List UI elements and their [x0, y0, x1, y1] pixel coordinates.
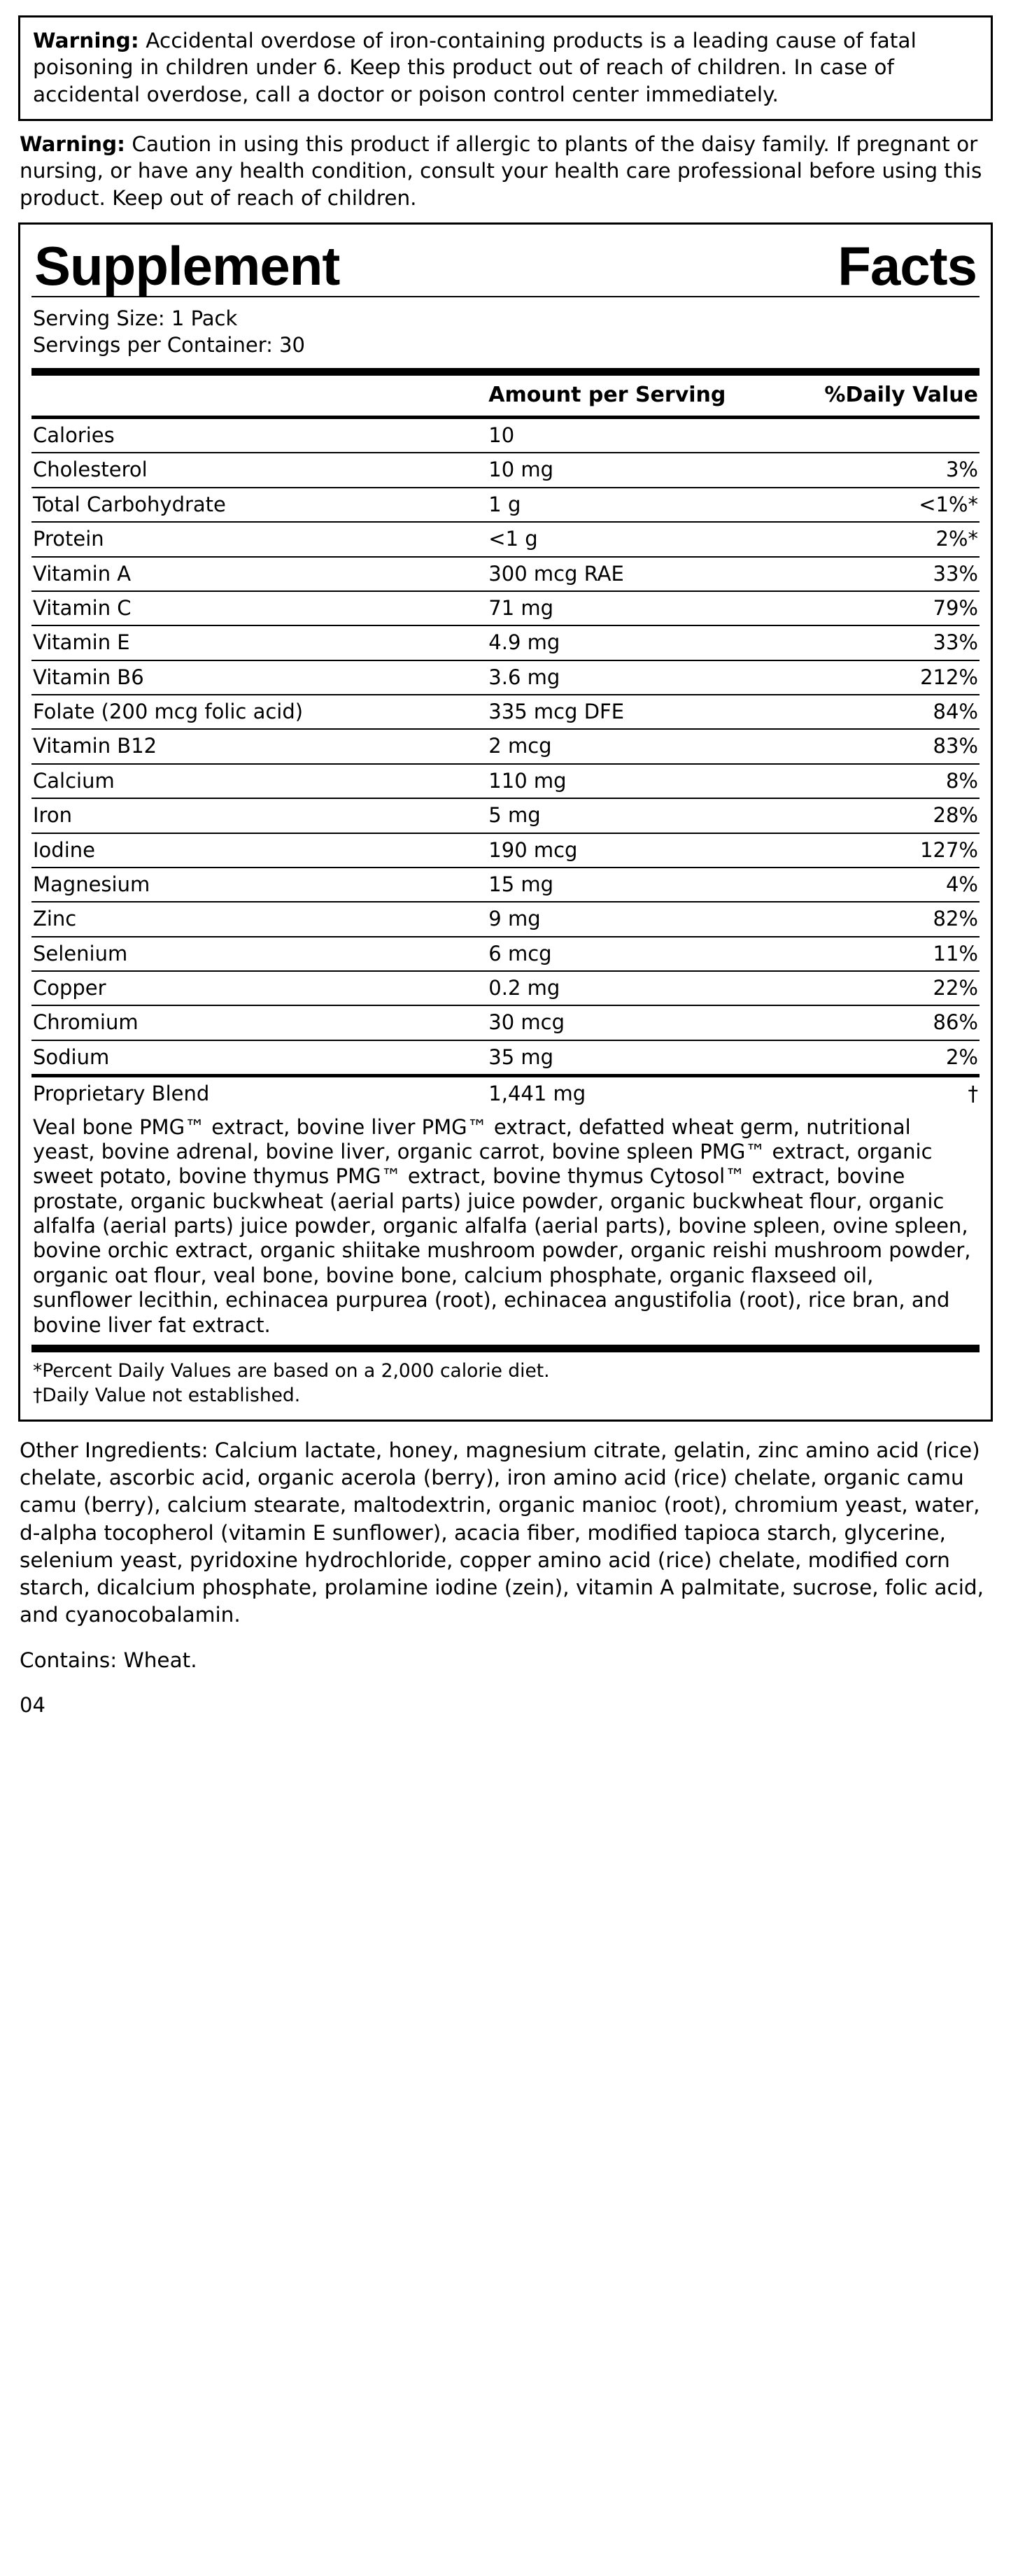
warning-box-iron — [18, 15, 993, 121]
row-amount: 35 mg — [467, 1040, 790, 1076]
table-header-row — [31, 376, 980, 417]
table-row — [31, 798, 980, 833]
header-blank — [31, 376, 467, 417]
blend-amount: 1,441 mg — [467, 1076, 790, 1111]
row-name: Total Carbohydrate — [31, 488, 467, 522]
row-dv: 127% — [790, 833, 980, 868]
supplement-facts-panel — [18, 222, 993, 1422]
supplement-facts-title-left: Supplement — [34, 235, 340, 297]
row-amount: 30 mcg — [467, 1005, 790, 1040]
row-amount: 0.2 mg — [467, 971, 790, 1005]
row-dv: 28% — [790, 798, 980, 833]
table-row — [31, 591, 980, 625]
table-row — [31, 695, 980, 729]
header-amount-per-serving: Amount per Serving — [488, 383, 726, 408]
table-row — [31, 522, 980, 556]
table-row — [31, 453, 980, 487]
row-amount: 110 mg — [467, 764, 790, 798]
warning-lead-iron: Warning: — [33, 29, 139, 52]
row-dv: 83% — [790, 729, 980, 763]
row-name: Chromium — [31, 1005, 467, 1040]
row-dv: 79% — [790, 591, 980, 625]
row-amount: 4.9 mg — [467, 625, 790, 660]
footnote-dv-not-established: †Daily Value not established. — [33, 1384, 301, 1406]
row-dv: 2% — [790, 1040, 980, 1076]
proprietary-blend-description-row — [31, 1111, 980, 1342]
table-row — [31, 971, 980, 1005]
row-dv: 212% — [790, 660, 980, 695]
row-name: Protein — [31, 522, 467, 556]
row-dv: 8% — [790, 764, 980, 798]
table-row — [31, 625, 980, 660]
footnote-divider-thick — [31, 1345, 980, 1352]
warning-text-daisy — [20, 131, 991, 211]
row-amount: 15 mg — [467, 868, 790, 902]
table-row — [31, 660, 980, 695]
row-dv: 84% — [790, 695, 980, 729]
row-name: Copper — [31, 971, 467, 1005]
warning-text-iron — [33, 27, 978, 108]
blend-dv: † — [790, 1076, 980, 1111]
row-dv: 4% — [790, 868, 980, 902]
header-daily-value: %Daily Value — [824, 383, 978, 408]
table-row — [31, 488, 980, 522]
row-name: Sodium — [31, 1040, 467, 1076]
warning-lead-daisy: Warning: — [20, 132, 125, 157]
row-amount: 300 mcg RAE — [467, 557, 790, 591]
table-row — [31, 937, 980, 971]
nutrition-table — [31, 376, 980, 1341]
row-amount: 3.6 mg — [467, 660, 790, 695]
row-name: Vitamin C — [31, 591, 467, 625]
row-amount: 2 mcg — [467, 729, 790, 763]
row-amount: 5 mg — [467, 798, 790, 833]
nutrition-table-body — [31, 418, 980, 1342]
table-row — [31, 557, 980, 591]
row-name: Magnesium — [31, 868, 467, 902]
row-amount: 71 mg — [467, 591, 790, 625]
row-amount: 10 — [467, 418, 790, 453]
revision-code: 04 — [20, 1692, 45, 1717]
row-amount: 1 g — [467, 488, 790, 522]
row-amount: 190 mcg — [467, 833, 790, 868]
row-dv — [790, 418, 980, 453]
row-name: Calcium — [31, 764, 467, 798]
serving-info — [31, 297, 980, 365]
row-amount: 6 mcg — [467, 937, 790, 971]
row-amount: 9 mg — [467, 902, 790, 936]
row-name: Iron — [31, 798, 467, 833]
table-row — [31, 902, 980, 936]
blend-name: Proprietary Blend — [31, 1076, 467, 1111]
row-dv: 33% — [790, 557, 980, 591]
row-name: Vitamin A — [31, 557, 467, 591]
warning-body-iron: Accidental overdose of iron-containing products is a leading cause of fatal poisoning in children under 6. Keep this product out of reach of children. In case of accidental overdose, call a doctor or poison control center immediately. — [33, 29, 917, 106]
supplement-facts-title — [31, 232, 980, 296]
row-dv: 2%* — [790, 522, 980, 556]
blend-description: Veal bone PMG™ extract, bovine liver PMG™ extract, defatted wheat germ, nutritional yeast, bovine adrenal, bovine liver, organic carrot, bovine spleen PMG™ extract, organic sweet potato, bovine thymus PMG™ extract, bovine thymus Cytosol™ extract, bovine prostate, organic buckwheat (aerial parts) juice powder, organic buckwheat flour, organic alfalfa (aerial parts) juice powder, organic alfalfa (aerial parts), bovine spleen, ovine spleen, bovine orchic extract, organic shiitake mushroom powder, organic reishi mushroom powder, organic oat flour, veal bone, bovine bone, calcium phosphate, organic flaxseed oil, sunflower lecithin, echinacea purpurea (root), echinacea angustifolia (root), rice bran, and bovine liver fat extract. — [33, 1114, 971, 1337]
table-row — [31, 764, 980, 798]
proprietary-blend-row — [31, 1076, 980, 1111]
table-row — [31, 868, 980, 902]
row-name: Folate (200 mcg folic acid) — [31, 695, 467, 729]
row-dv: 86% — [790, 1005, 980, 1040]
row-amount: <1 g — [467, 522, 790, 556]
row-dv: 3% — [790, 453, 980, 487]
footnotes — [31, 1352, 980, 1411]
row-amount: 335 mcg DFE — [467, 695, 790, 729]
row-name: Calories — [31, 418, 467, 453]
row-dv: <1%* — [790, 488, 980, 522]
row-name: Vitamin B6 — [31, 660, 467, 695]
nutrition-table-head — [31, 376, 980, 417]
row-dv: 22% — [790, 971, 980, 1005]
servings-per-container: Servings per Container: 30 — [33, 332, 305, 357]
other-ingredients: Other Ingredients: Calcium lactate, honey, magnesium citrate, gelatin, zinc amino acid (rice) chelate, ascorbic acid, organic acerola (berry), iron amino acid (rice) chelate, organic camu camu (berry), calcium stearate, maltodextrin, organic manioc (root), chromium yeast, water, d-alpha tocopherol (vitamin E sunflower), acacia fiber, modified tapioca starch, glycerine, selenium yeast, pyridoxine hydrochloride, copper amino acid (rice) chelate, modified corn starch, dicalcium phosphate, prolamine iodine (zein), vitamin A palmitate, sucrose, folic acid, and cyanocobalamin. — [20, 1438, 984, 1627]
row-name: Selenium — [31, 937, 467, 971]
row-name: Vitamin E — [31, 625, 467, 660]
row-dv: 33% — [790, 625, 980, 660]
row-name: Cholesterol — [31, 453, 467, 487]
header-divider-thick — [31, 368, 980, 376]
footnote-daily-value: *Percent Daily Values are based on a 2,000 calorie diet. — [33, 1359, 550, 1382]
table-row — [31, 729, 980, 763]
contains-statement: Contains: Wheat. — [20, 1648, 197, 1673]
table-row — [31, 1040, 980, 1076]
row-name: Zinc — [31, 902, 467, 936]
warning-body-daisy: Caution in using this product if allergic to plants of the daisy family. If pregnant or nursing, or have any health condition, consult your health care professional before using this product. Keep out of reach of children. — [20, 132, 982, 210]
warning-block-daisy — [18, 131, 993, 211]
row-dv: 11% — [790, 937, 980, 971]
table-row — [31, 1005, 980, 1040]
row-name: Iodine — [31, 833, 467, 868]
row-dv: 82% — [790, 902, 980, 936]
supplement-facts-title-right: Facts — [837, 235, 977, 297]
row-amount: 10 mg — [467, 453, 790, 487]
table-row — [31, 833, 980, 868]
row-name: Vitamin B12 — [31, 729, 467, 763]
serving-size: Serving Size: 1 Pack — [33, 306, 238, 331]
table-row — [31, 418, 980, 453]
